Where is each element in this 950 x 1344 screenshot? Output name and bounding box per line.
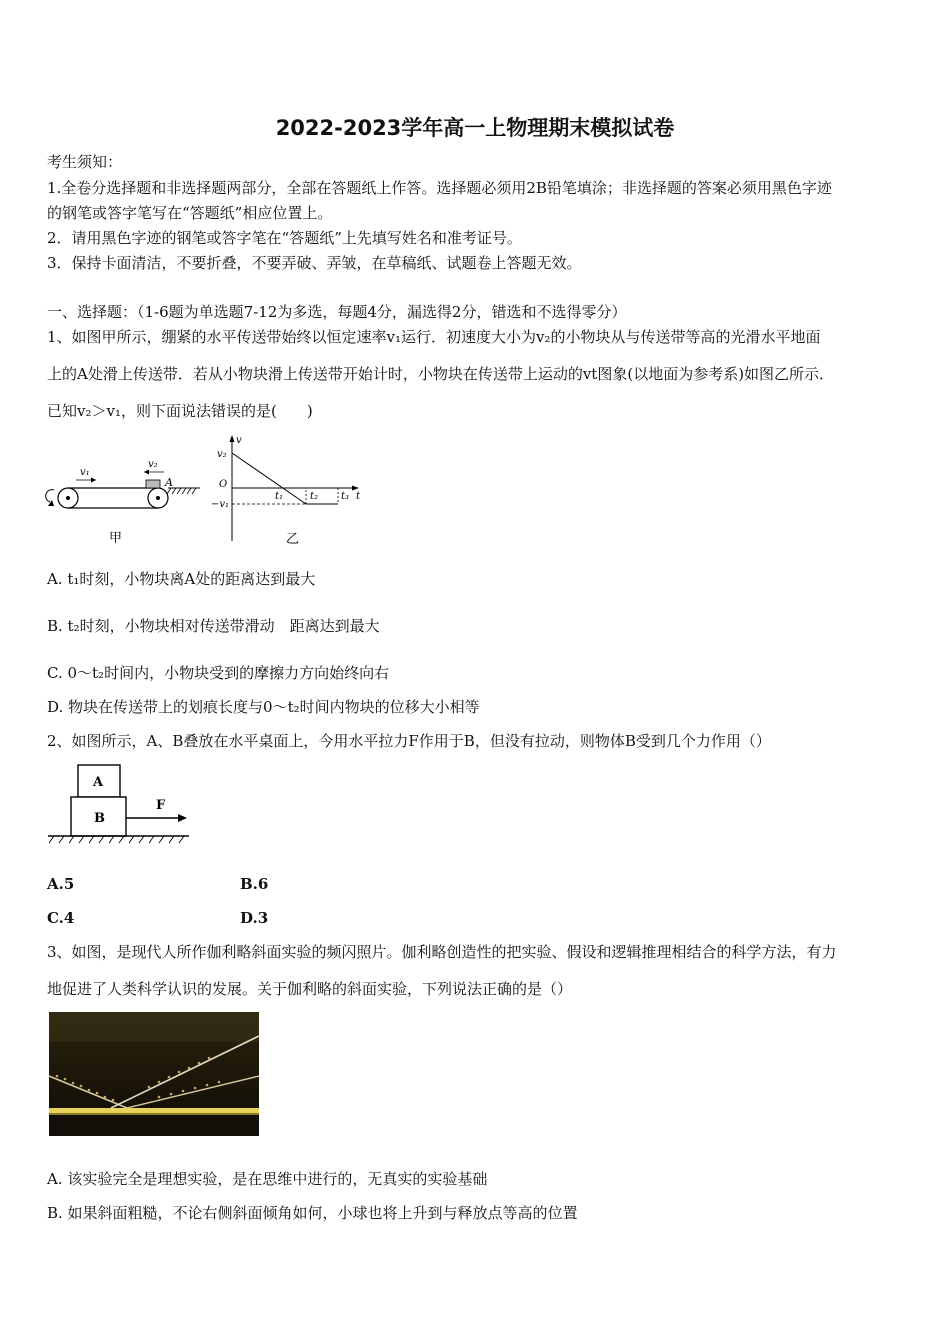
q2-fig-f-label: F xyxy=(156,798,166,813)
page-title: 2022-2023学年高一上物理期末模拟试卷 xyxy=(275,116,675,140)
q2-line: 2、如图所示，A、B叠放在水平桌面上，今用水平拉力F作用于B，但没有拉动，则物体B受到几个力作用（） xyxy=(47,732,771,750)
fig-jia-caption: 甲 xyxy=(109,531,123,546)
notice-line-3: 2．请用黑色字迹的钢笔或答字笔在“答题纸”上先填写姓名和准考证号。 xyxy=(47,229,522,247)
fig-yi-t1-label: t₁ xyxy=(275,491,284,502)
q1-option-b: B. t₂时刻，小物块相对传送带滑动 距离达到最大 xyxy=(47,617,380,635)
fig-yi-t-label: t xyxy=(356,491,361,502)
fig-yi-v2-label: v₂ xyxy=(217,449,227,460)
q3-option-a: A. 该实验完全是理想实验，是在思维中进行的，无真实的实验基础 xyxy=(47,1170,488,1188)
fig-jia-a-label: A xyxy=(165,476,173,489)
fig-yi-neg-v1-label: −v₁ xyxy=(211,499,230,510)
q2-option-d: D.3 xyxy=(240,909,269,927)
q2-figure xyxy=(44,760,194,850)
fig-yi-v-label: v xyxy=(236,435,242,446)
q3-line-1: 3、如图，是现代人所作伽利略斜面实验的频闪照片。伽利略创造性的把实验、假设和逻辑推理相结合的科学方法，有力 xyxy=(47,943,837,961)
fig-yi-t3-label: t₃ xyxy=(341,491,350,502)
q1-line-1: 1、如图甲所示，绷紧的水平传送带始终以恒定速率v₁运行．初速度大小为v₂的小物块从与传送带等高的光滑水平地面 xyxy=(47,328,821,346)
q3-line-2: 地促进了人类科学认识的发展。关于伽利略的斜面实验，下列说法正确的是（） xyxy=(47,980,573,998)
section-heading: 一、选择题：（1-6题为单选题7-12为多选，每题4分，漏选得2分，错选和不选得零分） xyxy=(47,303,627,321)
q1-figure-jia xyxy=(40,450,205,550)
q1-option-d: D. 物块在传送带上的划痕长度与0～t₂时间内物块的位移大小相等 xyxy=(47,698,480,716)
q2-option-c: C.4 xyxy=(47,909,75,927)
notice-line-2: 的钢笔或答字笔写在“答题纸”相应位置上。 xyxy=(47,204,333,222)
q3-strobe-photo xyxy=(49,1012,259,1136)
q1-option-c: C. 0～t₂时间内，小物块受到的摩擦力方向始终向右 xyxy=(47,664,390,682)
fig-yi-origin-label: O xyxy=(219,479,228,490)
notice-line-1: 1.全卷分选择题和非选择题两部分，全部在答题纸上作答。选择题必须用2B铅笔填涂；非选择题的答案必须用黑色字迹 xyxy=(47,179,832,197)
notice-heading: 考生须知： xyxy=(47,153,123,171)
fig-jia-v1-label: v₁ xyxy=(80,467,90,478)
notice-line-4: 3．保持卡面清洁，不要折叠，不要弄破、弄皱，在草稿纸、试题卷上答题无效。 xyxy=(47,254,582,272)
q2-fig-b-label: B xyxy=(94,811,105,826)
fig-yi-caption: 乙 xyxy=(286,532,300,547)
q1-line-2: 上的A处滑上传送带．若从小物块滑上传送带开始计时，小物块在传送带上运动的vt图象(以地面为参考系)如图乙所示． xyxy=(47,365,835,383)
q1-line-3: 已知v₂＞v₁，则下面说法错误的是( ) xyxy=(47,402,313,420)
fig-yi-t2-label: t₂ xyxy=(310,491,319,502)
q2-option-b: B.6 xyxy=(240,875,269,893)
q1-option-a: A. t₁时刻，小物块离A处的距离达到最大 xyxy=(47,570,316,588)
q1-figure-yi xyxy=(210,433,370,551)
q2-option-a: A.5 xyxy=(47,875,75,893)
fig-jia-v2-label: v₂ xyxy=(148,459,158,470)
q2-fig-a-label: A xyxy=(93,775,104,790)
q3-option-b: B. 如果斜面粗糙，不论右侧斜面倾角如何，小球也将上升到与释放点等高的位置 xyxy=(47,1204,578,1222)
